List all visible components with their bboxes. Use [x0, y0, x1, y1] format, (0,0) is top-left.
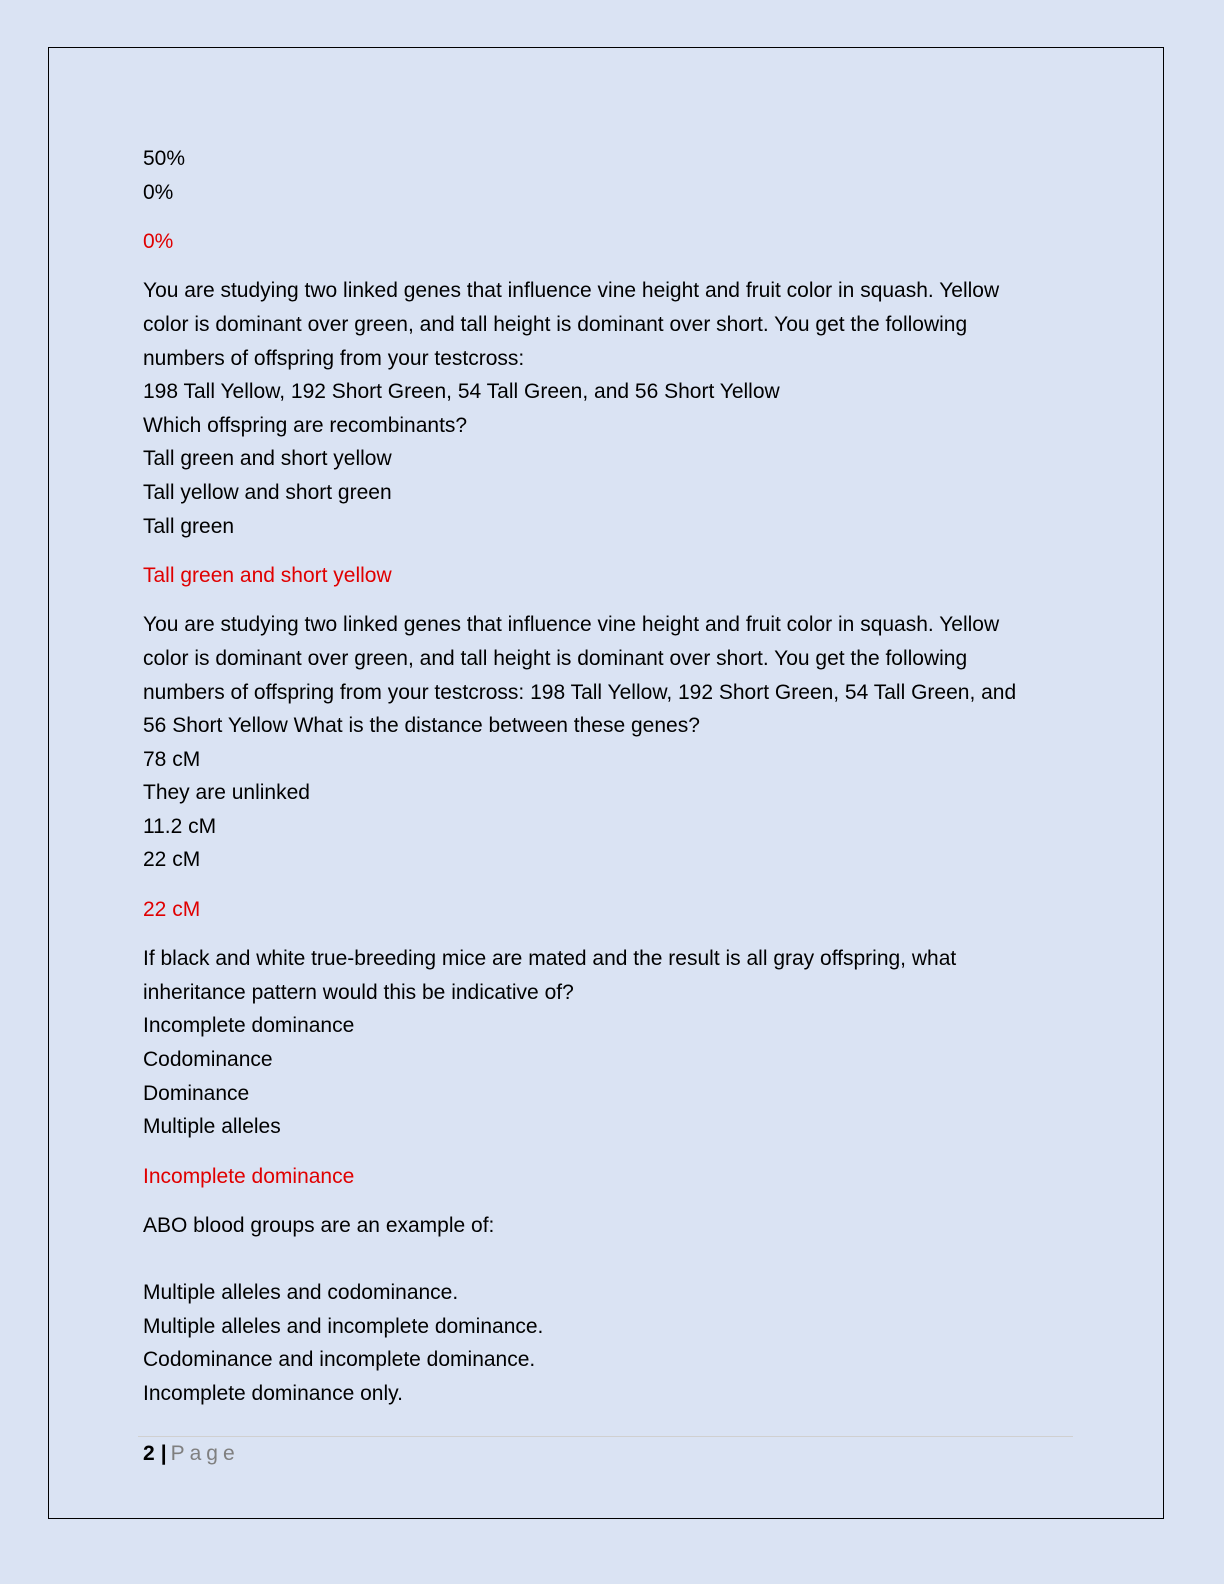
question-block [143, 274, 1063, 543]
answer-block [143, 559, 1063, 593]
answer-block [143, 1160, 1063, 1194]
page-footer [143, 1438, 240, 1470]
option-line: Multiple alleles and incomplete dominance. [143, 1314, 544, 1338]
option-line: Dominance [143, 1081, 250, 1105]
question-block [143, 1209, 1063, 1411]
option-line: Incomplete dominance [143, 1014, 355, 1038]
answer-text: 0% [143, 229, 174, 253]
option-line: Incomplete dominance only. [143, 1381, 403, 1405]
option-line: Tall green [143, 514, 235, 538]
option-line: 22 cM [143, 848, 201, 872]
option-line: Codominance [143, 1048, 273, 1072]
option-line: 0% [143, 180, 174, 204]
question-line: 56 Short Yellow What is the distance between these genes? [143, 714, 700, 738]
answer-text: Tall green and short yellow [143, 563, 392, 587]
option-line: 78 cM [143, 747, 201, 771]
page-number: 2 [143, 1442, 155, 1465]
document-body [143, 142, 1063, 1411]
option-line: Multiple alleles and codominance. [143, 1281, 459, 1305]
option-line: Multiple alleles [143, 1115, 281, 1139]
footer-divider [138, 1436, 1073, 1437]
question-line: You are studying two linked genes that influence vine height and fruit color in squash. Yellow [143, 613, 1000, 637]
question-line: You are studying two linked genes that influence vine height and fruit color in squash. Yellow [143, 279, 1000, 303]
answer-text: Incomplete dominance [143, 1164, 355, 1188]
answer-block [143, 225, 1063, 259]
answer-text: 22 cM [143, 897, 201, 921]
question-line: inheritance pattern would this be indicative of? [143, 980, 574, 1004]
option-line: Tall yellow and short green [143, 480, 392, 504]
blank-line [143, 1243, 1063, 1277]
option-line: They are unlinked [143, 781, 310, 805]
footer-separator: | [160, 1442, 167, 1465]
question-line: color is dominant over green, and tall height is dominant over short. You get the following [143, 312, 968, 336]
question-line: numbers of offspring from your testcross: [143, 346, 525, 370]
option-line: 11.2 cM [143, 814, 217, 838]
question-block [143, 942, 1063, 1144]
page-label: Page [170, 1442, 240, 1465]
question-line: ABO blood groups are an example of: [143, 1214, 495, 1237]
question-line: Which offspring are recombinants? [143, 413, 468, 437]
question-line: numbers of offspring from your testcross: 198 Tall Yellow, 192 Short Green, 54 Tall Green, and [143, 680, 1017, 704]
question-block [143, 608, 1063, 877]
option-line: Codominance and incomplete dominance. [143, 1348, 536, 1372]
question-line: color is dominant over green, and tall height is dominant over short. You get the following [143, 646, 968, 670]
question-line: 198 Tall Yellow, 192 Short Green, 54 Tall Green, and 56 Short Yellow [143, 380, 780, 404]
option-line: Tall green and short yellow [143, 447, 392, 471]
answer-block [143, 893, 1063, 927]
question-options [143, 142, 1063, 209]
question-line: If black and white true-breeding mice are mated and the result is all gray offspring, what [143, 947, 957, 971]
option-line: 50% [143, 147, 186, 170]
